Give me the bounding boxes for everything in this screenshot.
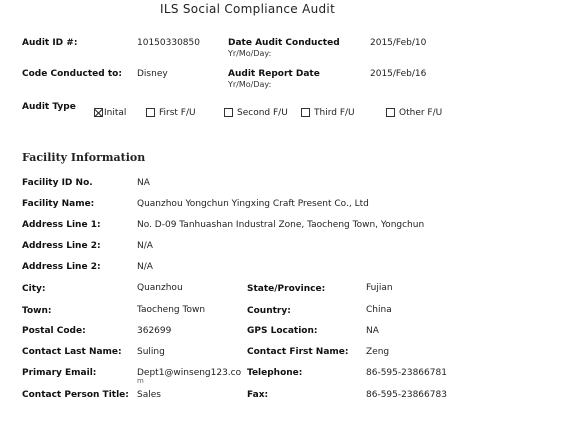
audit-type-other-fu-checkbox[interactable] [386,108,395,117]
fax-value: 86-595-23866783 [366,390,447,400]
primary-email-overflow: m [137,377,144,385]
audit-type-first-fu-checkbox[interactable] [146,108,155,117]
report-date-format: Yr/Mo/Day: [228,80,272,89]
gps-location-label: GPS Location: [247,326,318,336]
gps-location-value: NA [366,326,379,336]
address-line-2-value: N/A [137,241,153,251]
primary-email-label: Primary Email: [22,368,97,378]
city-value: Quanzhou [137,283,183,293]
audit-type-second-fu-checkbox[interactable] [224,108,233,117]
facility-section-heading: Facility Information [22,151,146,164]
audit-type-other-fu-label: Other F/U [399,108,443,118]
fax-label: Fax: [247,390,269,400]
telephone-value: 86-595-23866781 [366,368,447,378]
facility-name-label: Facility Name: [22,199,95,209]
address-line-2-label: Address Line 2: [22,241,101,251]
town-label: Town: [22,306,52,316]
date-conducted-format: Yr/Mo/Day: [228,49,272,58]
address-line-1-value: No. D-09 Tanhuashan Industral Zone, Taocheng Town, Yongchun [137,220,425,230]
code-conducted-label: Code Conducted to: [22,69,122,79]
contact-last-name-value: Suling [137,347,165,357]
city-label: City: [22,284,46,294]
facility-id-value: NA [137,178,150,188]
report-date-value: 2015/Feb/16 [370,69,427,79]
code-conducted-value: Disney [137,69,168,79]
address-line-3-label: Address Line 2: [22,262,101,272]
contact-first-name-label: Contact First Name: [247,347,349,357]
audit-type-second-fu-label: Second F/U [237,108,288,118]
address-line-3-value: N/A [137,262,153,272]
postal-code-value: 362699 [137,326,172,336]
facility-id-label: Facility ID No. [22,178,93,188]
address-line-1-label: Address Line 1: [22,220,101,230]
document-title: ILS Social Compliance Audit [160,2,336,16]
town-value: Taocheng Town [137,305,206,315]
audit-type-third-fu-checkbox[interactable] [301,108,310,117]
audit-type-third-fu-label: Third F/U [314,108,355,118]
audit-type-initial-label: Inital [104,108,127,118]
state-province-label: State/Province: [247,284,326,294]
state-province-value: Fujian [366,283,393,293]
date-conducted-label: Date Audit Conducted [228,38,340,48]
primary-email-value: Dept1@winseng123.co [137,368,242,378]
facility-name-value: Quanzhou Yongchun Yingxing Craft Present Co., Ltd [137,199,369,209]
audit-id-value: 10150330850 [137,38,200,48]
audit-type-initial-checkbox[interactable] [94,108,103,117]
audit-type-first-fu-label: First F/U [159,108,196,118]
report-date-label: Audit Report Date [228,69,320,79]
contact-person-title-label: Contact Person Title: [22,390,129,400]
audit-type-label: Audit Type [22,102,76,112]
contact-first-name-value: Zeng [366,347,390,357]
postal-code-label: Postal Code: [22,326,86,336]
contact-person-title-value: Sales [137,390,161,400]
audit-id-label: Audit ID #: [22,38,78,48]
contact-last-name-label: Contact Last Name: [22,347,122,357]
country-label: Country: [247,306,291,316]
date-conducted-value: 2015/Feb/10 [370,38,427,48]
country-value: China [366,305,392,315]
telephone-label: Telephone: [247,368,303,378]
